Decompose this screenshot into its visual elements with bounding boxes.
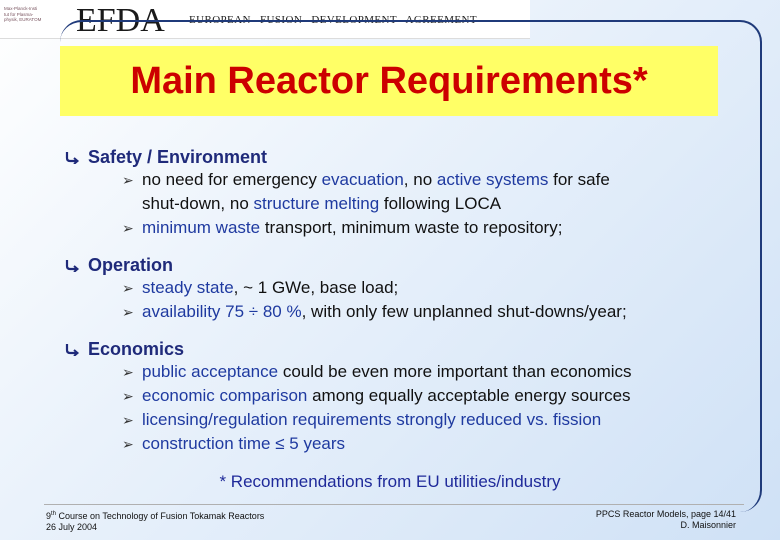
footer-reference <box>596 509 736 531</box>
highlighted-term: economic comparison <box>142 386 308 405</box>
list-item-text <box>142 276 398 300</box>
highlighted-term: availability 75 ÷ 80 % <box>142 302 302 321</box>
highlighted-term: public acceptance <box>142 362 279 381</box>
list-item <box>122 168 764 192</box>
course-name: Course on Technology of Fusion Tokamak Reactors <box>56 511 265 521</box>
item-text-fragment: , with only few unplanned shut-downs/year; <box>301 302 627 321</box>
logo-line: Max-Planck-Insti <box>4 6 38 11</box>
course-number: 9 <box>46 511 52 521</box>
footer-divider <box>44 504 744 505</box>
curved-arrow-icon <box>64 342 80 356</box>
list-item <box>122 384 764 408</box>
footer-date: 26 July 2004 <box>46 522 98 532</box>
list-item <box>122 300 764 324</box>
curved-arrow-icon <box>64 150 80 164</box>
highlighted-term: evacuation <box>321 170 404 189</box>
footer-course-title <box>46 509 264 522</box>
item-text-fragment: for safe <box>548 170 610 189</box>
list-item-text <box>142 432 345 456</box>
arrow-bullet-icon: ➢ <box>122 436 134 452</box>
footnote: * Recommendations from EU utilities/industry <box>219 472 561 491</box>
item-text-fragment: no need for emergency <box>142 170 322 189</box>
item-text-fragment: among equally acceptable energy sources <box>307 386 631 405</box>
efda-word: EUROPEAN <box>189 14 251 26</box>
list-item <box>122 408 764 432</box>
course-superscript: th <box>51 511 57 517</box>
highlighted-term: active systems <box>436 170 549 189</box>
list-item <box>122 432 764 456</box>
section <box>64 254 764 324</box>
arrow-bullet-icon: ➢ <box>122 388 134 404</box>
section-heading <box>64 338 764 360</box>
curved-arrow-icon <box>64 258 80 272</box>
list-item-text <box>142 408 601 432</box>
arrow-bullet-icon: ➢ <box>122 304 134 320</box>
logo-line: physik, EURATOM <box>4 17 42 22</box>
list-item <box>122 192 764 216</box>
arrow-bullet-icon: ➢ <box>122 280 134 296</box>
efda-word: DEVELOPMENT <box>311 14 397 26</box>
slide-content <box>64 146 764 470</box>
item-text-fragment: , ~ 1 GWe, base load; <box>233 278 399 297</box>
list-item <box>122 216 764 240</box>
section-heading-text: Economics <box>88 338 185 359</box>
list-item-text <box>142 384 631 408</box>
item-text-fragment: , no <box>403 170 437 189</box>
item-text-fragment: transport, minimum waste to repository; <box>260 218 563 237</box>
highlighted-term: minimum waste <box>142 218 261 237</box>
list-item <box>122 276 764 300</box>
logo-line: tut für Plasma- <box>4 11 34 17</box>
list-item-text <box>142 360 632 384</box>
slide-title: Main Reactor Requirements* <box>130 59 648 102</box>
list-item-text <box>142 216 562 240</box>
section-heading <box>64 146 764 168</box>
highlighted-term: structure melting <box>253 194 380 213</box>
highlighted-term: steady state <box>142 278 234 297</box>
section-heading-text: Safety / Environment <box>88 146 268 167</box>
institute-logo <box>4 6 70 32</box>
efda-logo-text: EFDA <box>76 2 165 39</box>
footer-course <box>46 509 264 533</box>
list-item-text <box>142 168 610 192</box>
item-text-fragment: shut-down, no <box>142 194 254 213</box>
section-heading <box>64 254 764 276</box>
item-text-fragment: following LOCA <box>379 194 502 213</box>
footer-page-ref: PPCS Reactor Models, page 14/41 <box>595 509 736 519</box>
footer-author: D. Maisonnier <box>680 520 736 530</box>
title-banner <box>60 46 718 116</box>
arrow-bullet-icon: ➢ <box>122 364 134 380</box>
efda-word: AGREEMENT <box>405 14 477 26</box>
highlighted-term: licensing/regulation requirements strongly reduced vs. fission <box>142 410 602 429</box>
efda-word: FUSION <box>260 14 303 26</box>
list-item-text <box>142 192 501 216</box>
list-item <box>122 360 764 384</box>
highlighted-term: construction time ≤ 5 years <box>142 434 346 453</box>
arrow-bullet-icon: ➢ <box>122 172 134 188</box>
arrow-bullet-icon: ➢ <box>122 412 134 428</box>
section <box>64 146 764 240</box>
arrow-bullet-icon: ➢ <box>122 220 134 236</box>
item-text-fragment: could be even more important than economics <box>278 362 632 381</box>
list-item-text <box>142 300 627 324</box>
section <box>64 338 764 456</box>
section-heading-text: Operation <box>88 254 174 275</box>
